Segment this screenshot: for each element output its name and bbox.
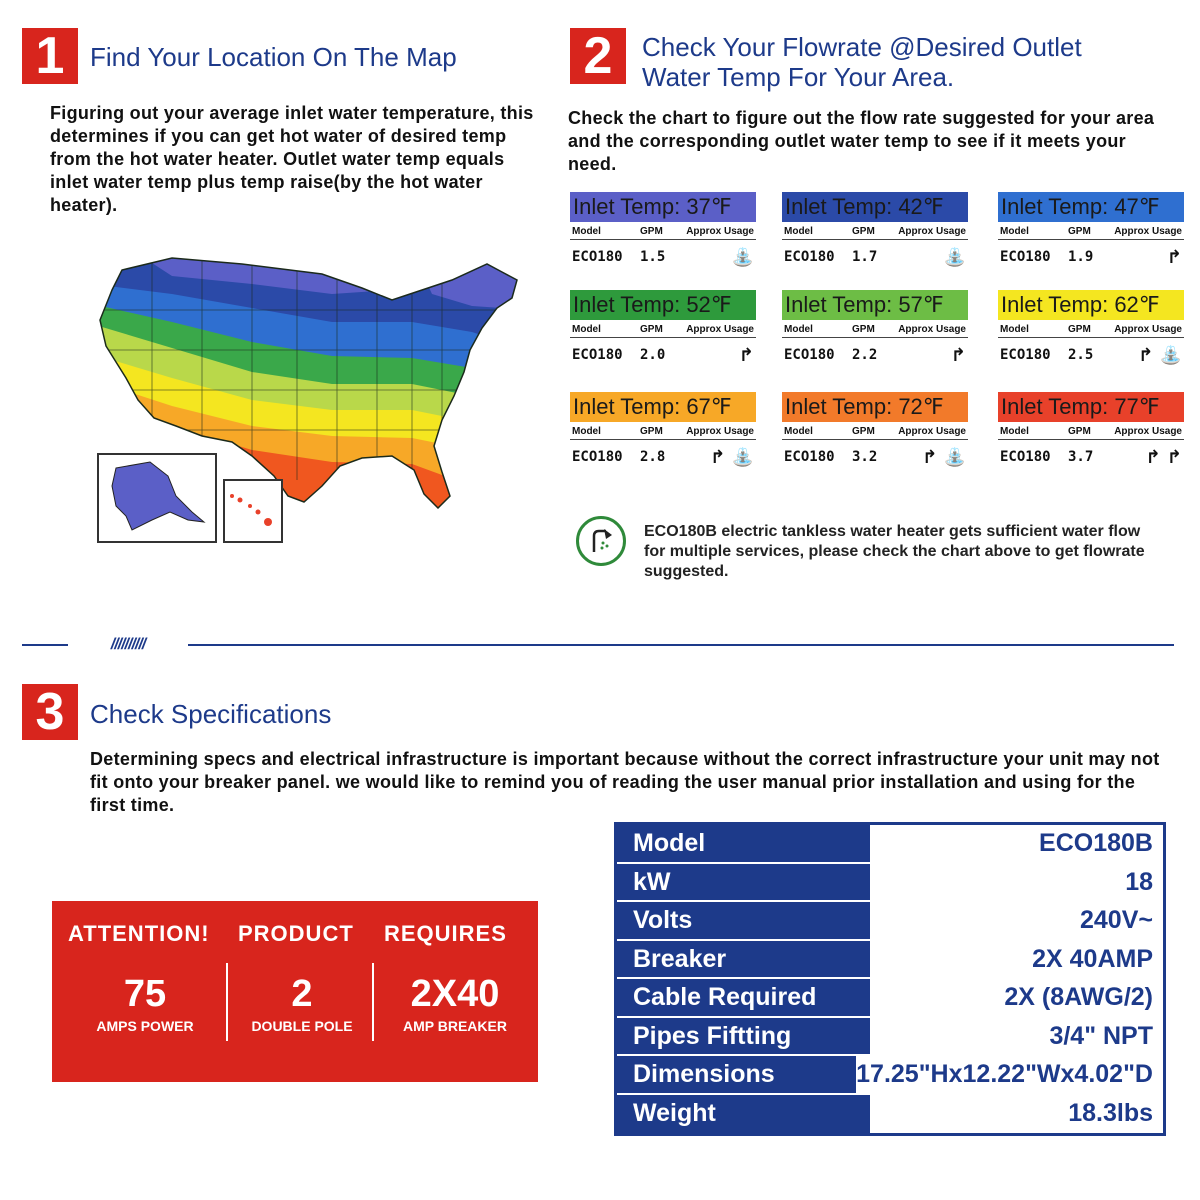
inlet-card — [570, 192, 756, 268]
step-3-badge: 3 — [22, 684, 78, 740]
card-model: ECO180 — [1000, 249, 1051, 265]
card-model: ECO180 — [784, 347, 835, 363]
step-2-title-line2: Water Temp For Your Area. — [642, 62, 955, 92]
col-usage: Approx Usage — [686, 226, 754, 237]
col-model: Model — [784, 426, 813, 437]
spec-value: 18 — [867, 864, 1163, 901]
us-temperature-map — [92, 250, 532, 550]
inlet-card-row — [782, 246, 968, 268]
pole-column — [232, 971, 372, 1035]
col-usage: Approx Usage — [686, 426, 754, 437]
card-model: ECO180 — [1000, 449, 1051, 465]
inlet-card-columns — [570, 324, 756, 338]
step-1-title: Find Your Location On The Map — [90, 42, 457, 72]
product-head: PRODUCT — [238, 921, 354, 946]
spec-label: Volts — [617, 902, 867, 939]
spec-label: Cable Required — [617, 979, 867, 1016]
inlet-card — [782, 392, 968, 468]
spec-row — [617, 1095, 1163, 1134]
shower-badge-icon — [576, 516, 626, 566]
pole-label: DOUBLE POLE — [251, 1018, 353, 1034]
col-gpm: GPM — [852, 226, 875, 237]
col-gpm: GPM — [1068, 226, 1091, 237]
inlet-card-title: Inlet Temp: 47℉ — [998, 192, 1184, 222]
attention-box — [52, 901, 538, 1082]
col-gpm: GPM — [640, 426, 663, 437]
inlet-card-columns — [782, 226, 968, 240]
inlet-card-row — [570, 344, 756, 366]
spec-value: 2X (8AWG/2) — [867, 979, 1163, 1016]
inlet-card-row — [570, 246, 756, 268]
inlet-card-columns — [782, 324, 968, 338]
spec-label: kW — [617, 864, 867, 901]
spec-label: Weight — [617, 1095, 867, 1134]
inlet-card-title: Inlet Temp: 37℉ — [570, 192, 756, 222]
divider-hatch: ////////// — [68, 636, 188, 654]
step-1-description: Figuring out your average inlet water temperature, this determines if you can get hot water of desired temp from the hot water heater. Outlet water temp equals inlet water temp plus temp raise(by the hot water heater). — [50, 103, 534, 215]
spec-value: 2X 40AMP — [867, 941, 1163, 978]
col-usage: Approx Usage — [1114, 324, 1182, 335]
inlet-card — [782, 192, 968, 268]
shower-icon: ↱ — [1166, 246, 1182, 268]
inlet-card-title: Inlet Temp: 77℉ — [998, 392, 1184, 422]
inlet-card-columns — [782, 426, 968, 440]
spec-value: 240V~ — [867, 902, 1163, 939]
inlet-card — [570, 392, 756, 468]
card-model: ECO180 — [572, 449, 623, 465]
col-model: Model — [572, 324, 601, 335]
card-model: ECO180 — [572, 347, 623, 363]
inlet-card-row — [998, 344, 1184, 366]
inlet-card-row — [570, 446, 756, 468]
inlet-card — [998, 392, 1184, 468]
amps-column — [70, 971, 220, 1035]
col-model: Model — [572, 226, 601, 237]
breaker-label: AMP BREAKER — [403, 1018, 507, 1034]
col-usage: Approx Usage — [1114, 226, 1182, 237]
shower-icon: ↱ — [950, 344, 966, 366]
inlet-card-row — [998, 446, 1184, 468]
inlet-card-row — [998, 246, 1184, 268]
col-model: Model — [784, 226, 813, 237]
step-2-description: Check the chart to figure out the flow rate suggested for your area and the corresponding outlet water temp to see if it meets your need. — [568, 108, 1155, 174]
spec-label: Breaker — [617, 941, 867, 978]
col-gpm: GPM — [852, 324, 875, 335]
inlet-card-columns — [570, 426, 756, 440]
shower-sink-icon: ↱ ⛲ — [710, 446, 754, 468]
col-gpm: GPM — [1068, 324, 1091, 335]
inlet-card-title: Inlet Temp: 72℉ — [782, 392, 968, 422]
spec-row — [617, 979, 1163, 1018]
card-gpm: 2.8 — [640, 449, 666, 465]
sink-icon: ⛲ — [731, 246, 754, 268]
pole-value: 2 — [291, 973, 313, 1015]
inlet-card-row — [782, 344, 968, 366]
shower-sink-icon: ↱ ⛲ — [922, 446, 966, 468]
step-2-title-line1: Check Your Flowrate @Desired Outlet — [642, 32, 1082, 62]
attention-separator — [372, 963, 374, 1041]
step-2-badge: 2 — [570, 28, 626, 84]
spec-label: Dimensions — [617, 1056, 853, 1093]
sink-icon: ⛲ — [943, 246, 966, 268]
col-usage: Approx Usage — [898, 226, 966, 237]
inlet-card — [998, 290, 1184, 366]
card-model: ECO180 — [784, 249, 835, 265]
spec-row — [617, 825, 1163, 864]
us-map-graphic — [92, 250, 532, 550]
shower-sink-icon: ↱ ⛲ — [1138, 344, 1182, 366]
amps-label: AMPS POWER — [96, 1018, 194, 1034]
inlet-card-row — [782, 446, 968, 468]
spec-value: 3/4" NPT — [867, 1018, 1163, 1055]
amps-value: 75 — [123, 973, 167, 1015]
shower-icon: ↱ — [738, 344, 754, 366]
inlet-card — [782, 290, 968, 366]
spec-label: Pipes Fiftting — [617, 1018, 867, 1055]
spec-row — [617, 941, 1163, 980]
col-usage: Approx Usage — [1114, 426, 1182, 437]
card-gpm: 3.2 — [852, 449, 878, 465]
spec-row — [617, 1018, 1163, 1057]
inlet-card-columns — [998, 426, 1184, 440]
col-model: Model — [572, 426, 601, 437]
spec-row — [617, 902, 1163, 941]
inlet-card-title: Inlet Temp: 67℉ — [570, 392, 756, 422]
attention-separator — [226, 963, 228, 1041]
col-model: Model — [1000, 226, 1029, 237]
spec-label: Model — [617, 825, 867, 862]
col-model: Model — [1000, 426, 1029, 437]
card-gpm: 2.2 — [852, 347, 878, 363]
shower-shower-icon: ↱ ↱ — [1145, 446, 1182, 468]
card-gpm: 3.7 — [1068, 449, 1094, 465]
inlet-card-columns — [570, 226, 756, 240]
attention-head: ATTENTION! — [68, 921, 210, 946]
col-gpm: GPM — [852, 426, 875, 437]
col-usage: Approx Usage — [898, 426, 966, 437]
col-usage: Approx Usage — [898, 324, 966, 335]
section-divider — [22, 644, 1174, 646]
inlet-card-columns — [998, 324, 1184, 338]
breaker-value: 2X40 — [410, 973, 500, 1015]
card-model: ECO180 — [784, 449, 835, 465]
flowrate-note: ECO180B electric tankless water heater gets sufficient water flow for multiple services, please check the chart above to get flowrate suggested. — [644, 523, 1145, 580]
requires-head: REQUIRES — [384, 921, 507, 946]
spec-row — [617, 1056, 1163, 1095]
col-gpm: GPM — [640, 324, 663, 335]
step-3-title: Check Specifications — [90, 699, 332, 729]
col-model: Model — [1000, 324, 1029, 335]
inlet-card-title: Inlet Temp: 62℉ — [998, 290, 1184, 320]
step-1-badge: 1 — [22, 28, 78, 84]
inlet-card-title: Inlet Temp: 42℉ — [782, 192, 968, 222]
inlet-card-title: Inlet Temp: 57℉ — [782, 290, 968, 320]
card-gpm: 1.9 — [1068, 249, 1094, 265]
spec-row — [617, 864, 1163, 903]
breaker-column — [378, 971, 532, 1035]
inlet-card — [570, 290, 756, 366]
step-3-description: Determining specs and electrical infrastructure is important because without the correct infrastructure your unit may not fit onto your breaker panel. we would like to remind you of reading the user manual prior installation and using for the first time. — [90, 749, 1160, 815]
col-model: Model — [784, 324, 813, 335]
inlet-card-title: Inlet Temp: 52℉ — [570, 290, 756, 320]
card-gpm: 2.0 — [640, 347, 666, 363]
col-gpm: GPM — [1068, 426, 1091, 437]
spec-value: 18.3lbs — [867, 1095, 1163, 1134]
inlet-card-columns — [998, 226, 1184, 240]
card-gpm: 1.5 — [640, 249, 666, 265]
card-model: ECO180 — [572, 249, 623, 265]
card-gpm: 1.7 — [852, 249, 878, 265]
card-model: ECO180 — [1000, 347, 1051, 363]
spec-table — [614, 822, 1166, 1136]
card-gpm: 2.5 — [1068, 347, 1094, 363]
col-gpm: GPM — [640, 226, 663, 237]
col-usage: Approx Usage — [686, 324, 754, 335]
spec-value: ECO180B — [867, 825, 1163, 862]
inlet-card — [998, 192, 1184, 268]
spec-value: 17.25"Hx12.22"Wx4.02"D — [853, 1056, 1163, 1093]
